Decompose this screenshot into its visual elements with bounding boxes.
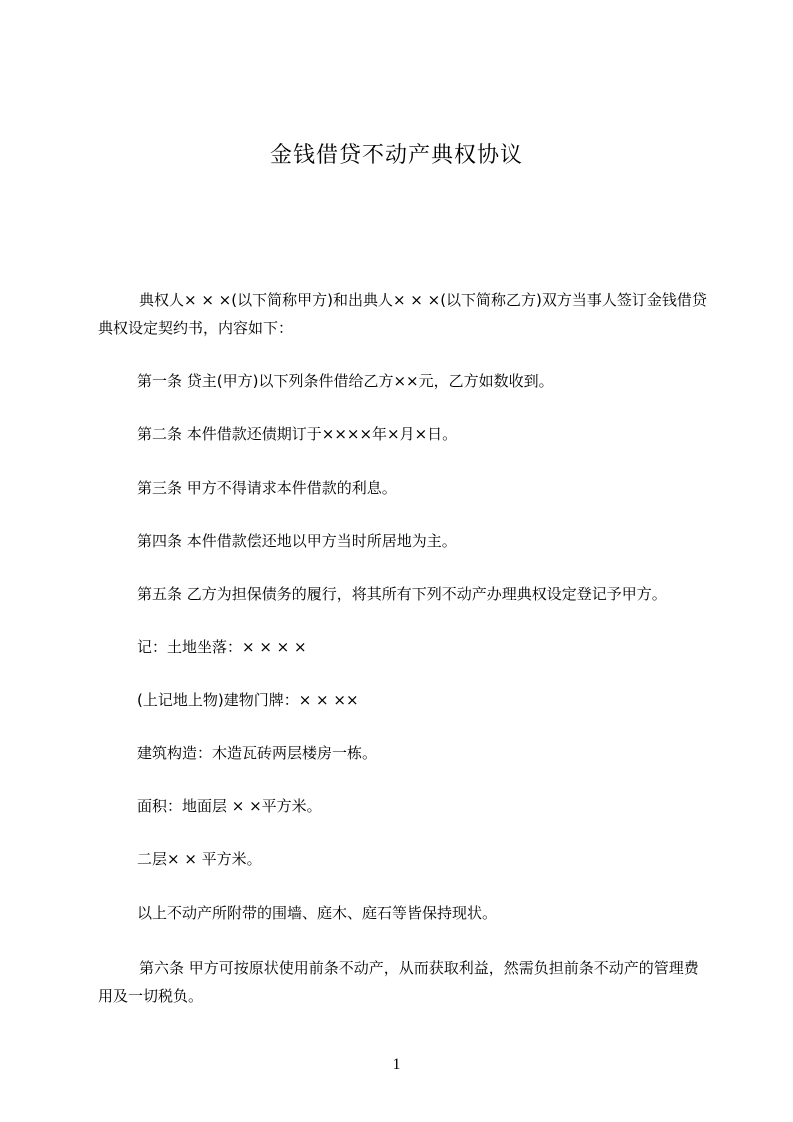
record-building-number: (上记地上物)建物门牌：× × ×× (137, 691, 359, 709)
record-building-structure: 建筑构造：木造瓦砖两层楼房一栋。 (137, 744, 378, 762)
page-number: 1 (392, 1056, 401, 1073)
article-6: 第六条 甲方可按原状使用前条不动产，从而获取利益，然需负担前条不动产的管理费用及一切税负。 (98, 959, 699, 1005)
article-3: 第三条 甲方不得请求本件借款的利息。 (137, 479, 397, 497)
article-2: 第二条 本件借款还债期订于××××年×月×日。 (137, 425, 458, 443)
record-ground-floor-area: 面积：地面层 × ×平方米。 (137, 797, 322, 815)
article-1: 第一条 贷主(甲方)以下列条件借给乙方××元，乙方如数收到。 (137, 372, 554, 390)
document-title: 金钱借贷不动产典权协议 (269, 143, 523, 168)
record-current-status: 以上不动产所附带的围墙、庭木、庭石等皆保持现状。 (137, 904, 498, 922)
article-4: 第四条 本件借款偿还地以甲方当时所居地为主。 (137, 532, 457, 550)
intro-paragraph: 典权人× × ×(以下简称甲方)和出典人× × ×(以下简称乙方)双方当事人签订金钱借贷典权设定契约书，内容如下： (98, 291, 707, 337)
record-second-floor-area: 二层× × 平方米。 (137, 850, 262, 868)
article-5: 第五条 乙方为担保债务的履行，将其所有下列不动产办理典权设定登记予甲方。 (137, 585, 667, 603)
record-land-location: 记：土地坐落：× × × × (137, 638, 307, 656)
